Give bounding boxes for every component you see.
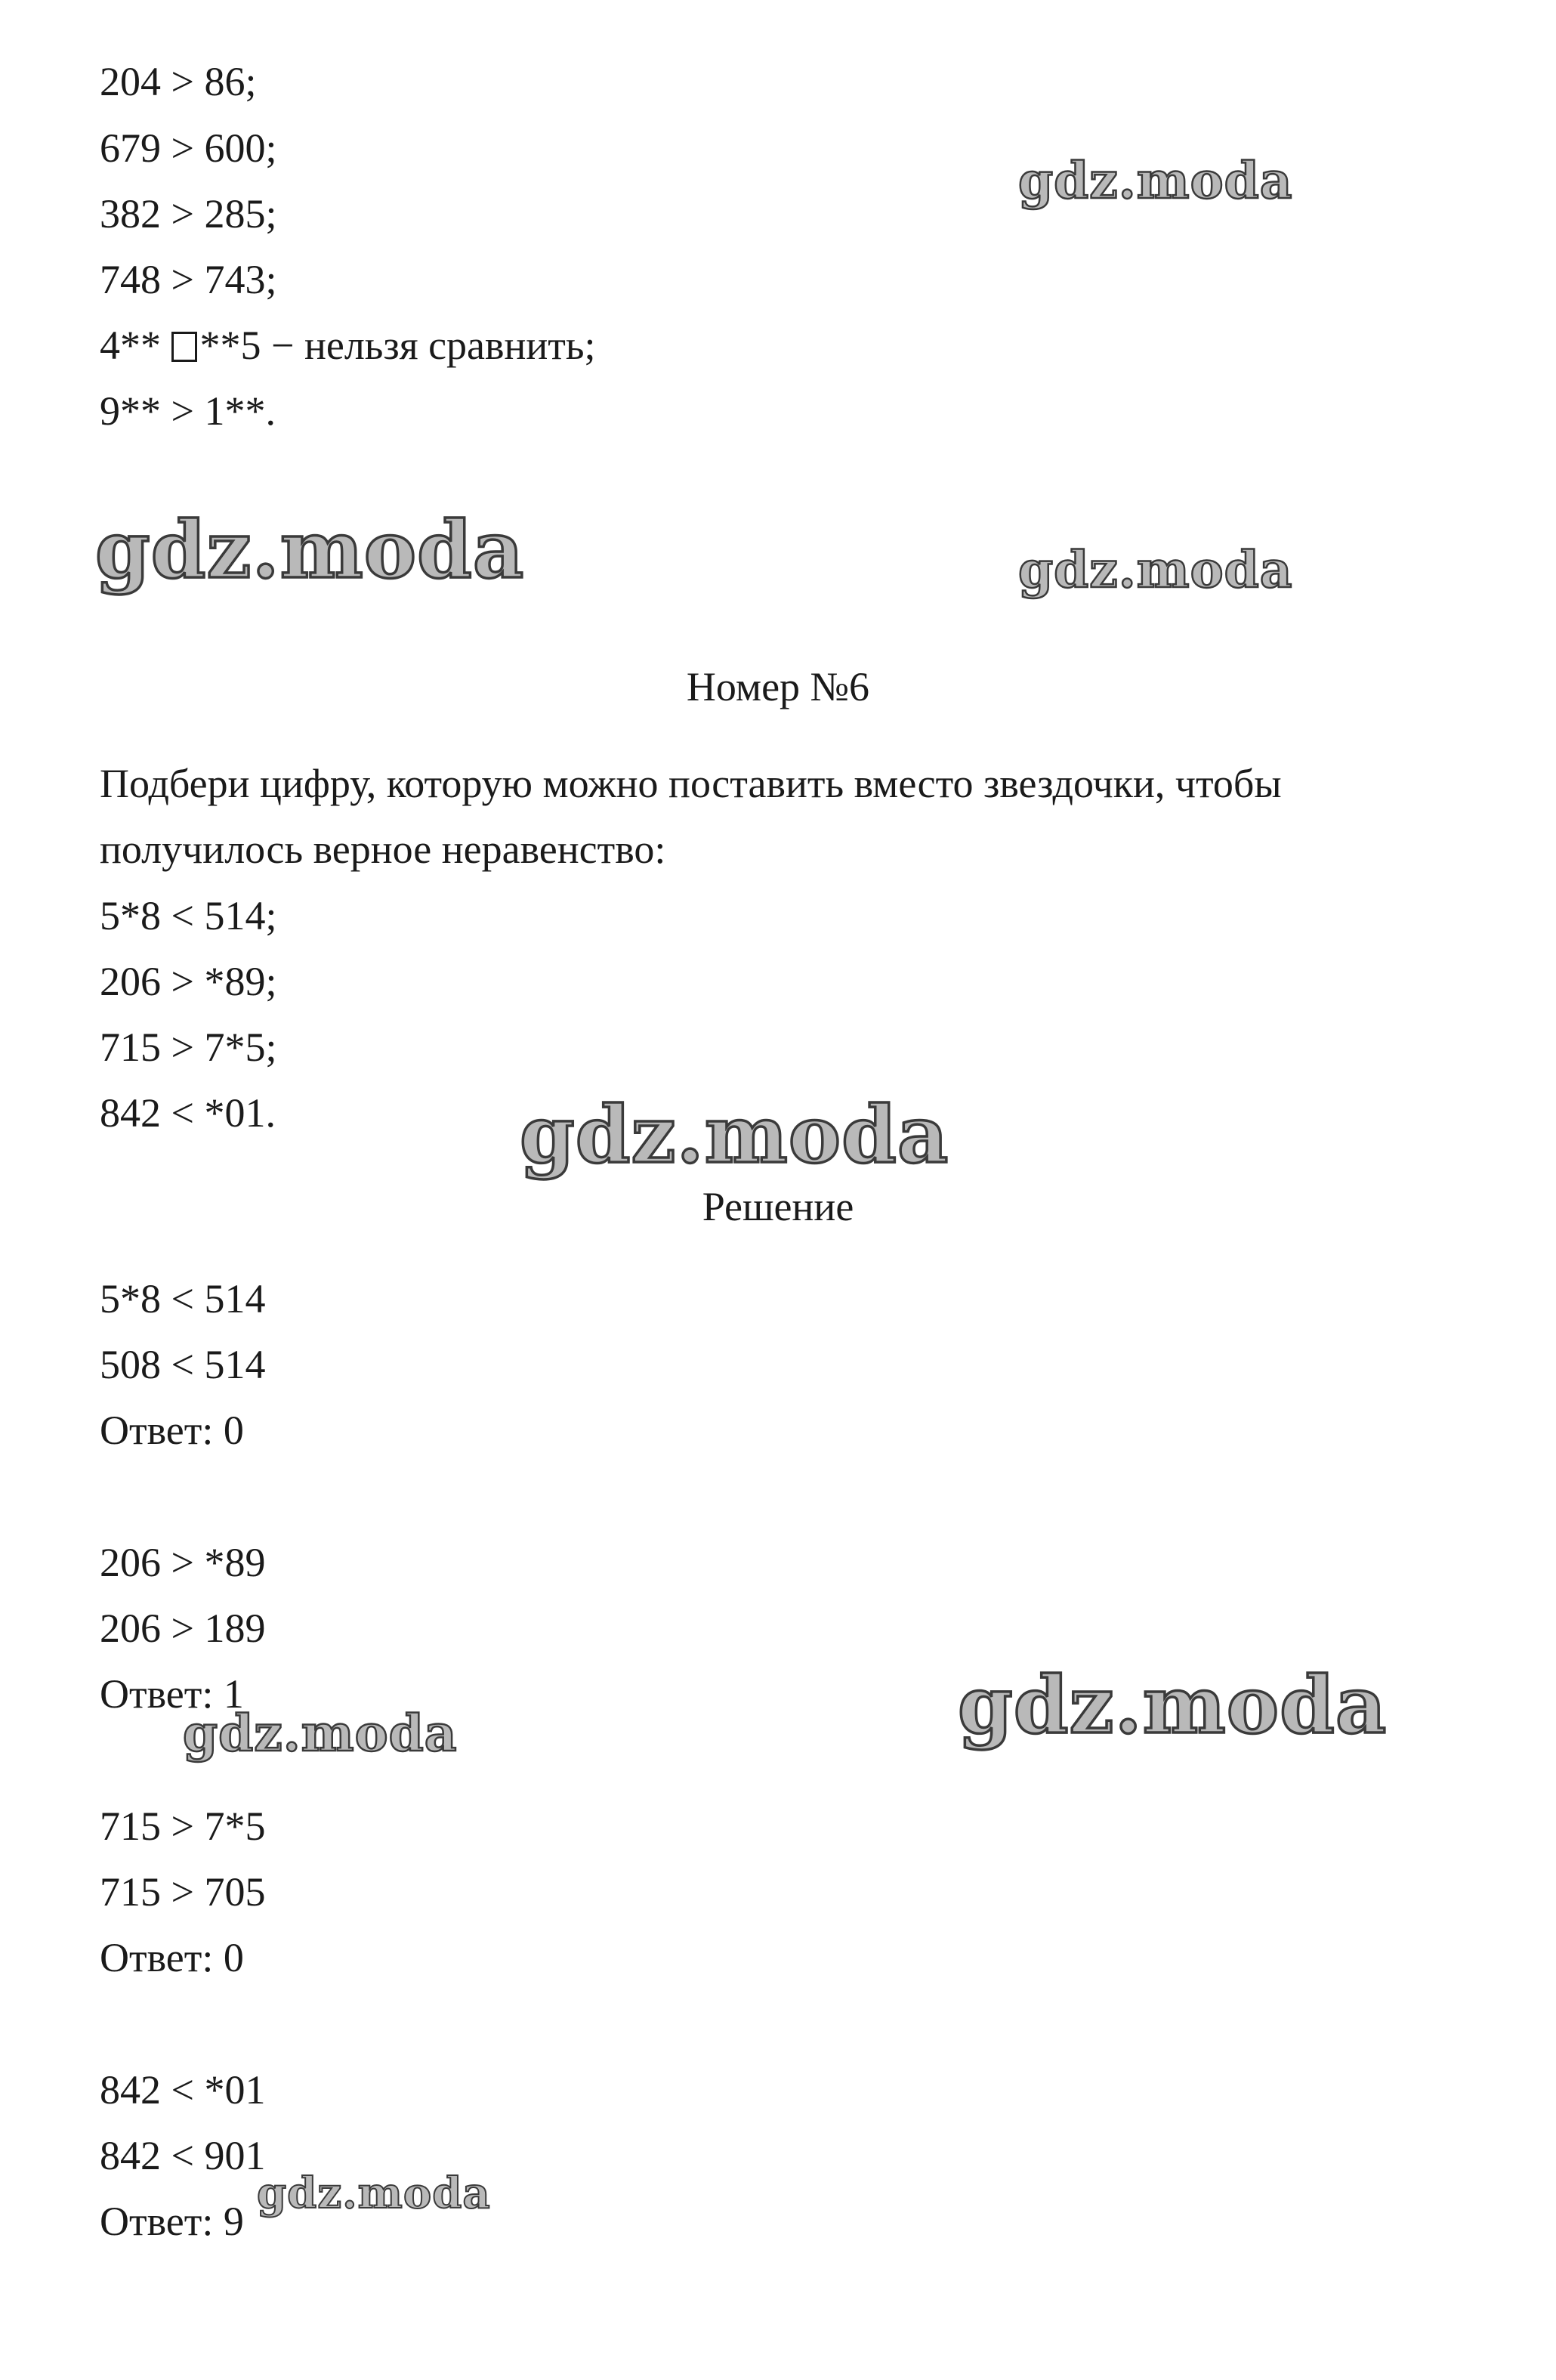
task-text-line-2: получилось верное неравенство: <box>100 827 666 872</box>
comparison-line-3: 382 > 285; <box>100 191 277 236</box>
task-item-4: 842 < *01. <box>100 1090 276 1136</box>
solution-3-expression: 715 > 7*5 <box>100 1804 266 1849</box>
solution-title: Решение <box>702 1184 854 1229</box>
solution-2-filled: 206 > 189 <box>100 1606 266 1651</box>
comparison-line-2: 679 > 600; <box>100 125 277 171</box>
comparison-line-5-prefix: 4** <box>100 323 171 368</box>
section-title: Номер №6 <box>686 664 870 709</box>
solution-4-filled: 842 < 901 <box>100 2133 266 2178</box>
solution-1-expression: 5*8 < 514 <box>100 1276 266 1321</box>
solution-2-expression: 206 > *89 <box>100 1540 266 1585</box>
empty-box-icon <box>171 332 197 362</box>
watermark-logo: gdz.moda <box>1018 151 1293 210</box>
watermark-logo: gdz.moda <box>257 2168 491 2218</box>
watermark-logo: gdz.moda <box>1018 540 1293 599</box>
task-text-line-1: Подбери цифру, которую можно поставить вместо звездочки, чтобы <box>100 761 1282 806</box>
solution-4-answer: Ответ: 9 <box>100 2199 244 2244</box>
watermark-logo: gdz.moda <box>520 1088 949 1181</box>
solution-4-expression: 842 < *01 <box>100 2067 266 2113</box>
solution-1-answer: Ответ: 0 <box>100 1408 244 1453</box>
watermark-logo: gdz.moda <box>183 1704 458 1763</box>
comparison-line-5-suffix: **5 − нельзя сравнить; <box>199 323 596 368</box>
comparison-line-1: 204 > 86; <box>100 59 257 104</box>
task-item-1: 5*8 < 514; <box>100 893 277 938</box>
task-item-2: 206 > *89; <box>100 959 277 1004</box>
solution-3-filled: 715 > 705 <box>100 1869 266 1915</box>
comparison-line-6: 9** > 1**. <box>100 388 276 434</box>
solution-3-answer: Ответ: 0 <box>100 1935 244 1980</box>
watermark-logo: gdz.moda <box>958 1658 1388 1751</box>
comparison-line-5 <box>100 321 596 369</box>
task-item-3: 715 > 7*5; <box>100 1025 277 1070</box>
comparison-line-4: 748 > 743; <box>100 257 277 302</box>
solution-2-answer: Ответ: 1 <box>100 1671 244 1717</box>
watermark-logo: gdz.moda <box>95 503 525 596</box>
solution-1-filled: 508 < 514 <box>100 1342 266 1387</box>
